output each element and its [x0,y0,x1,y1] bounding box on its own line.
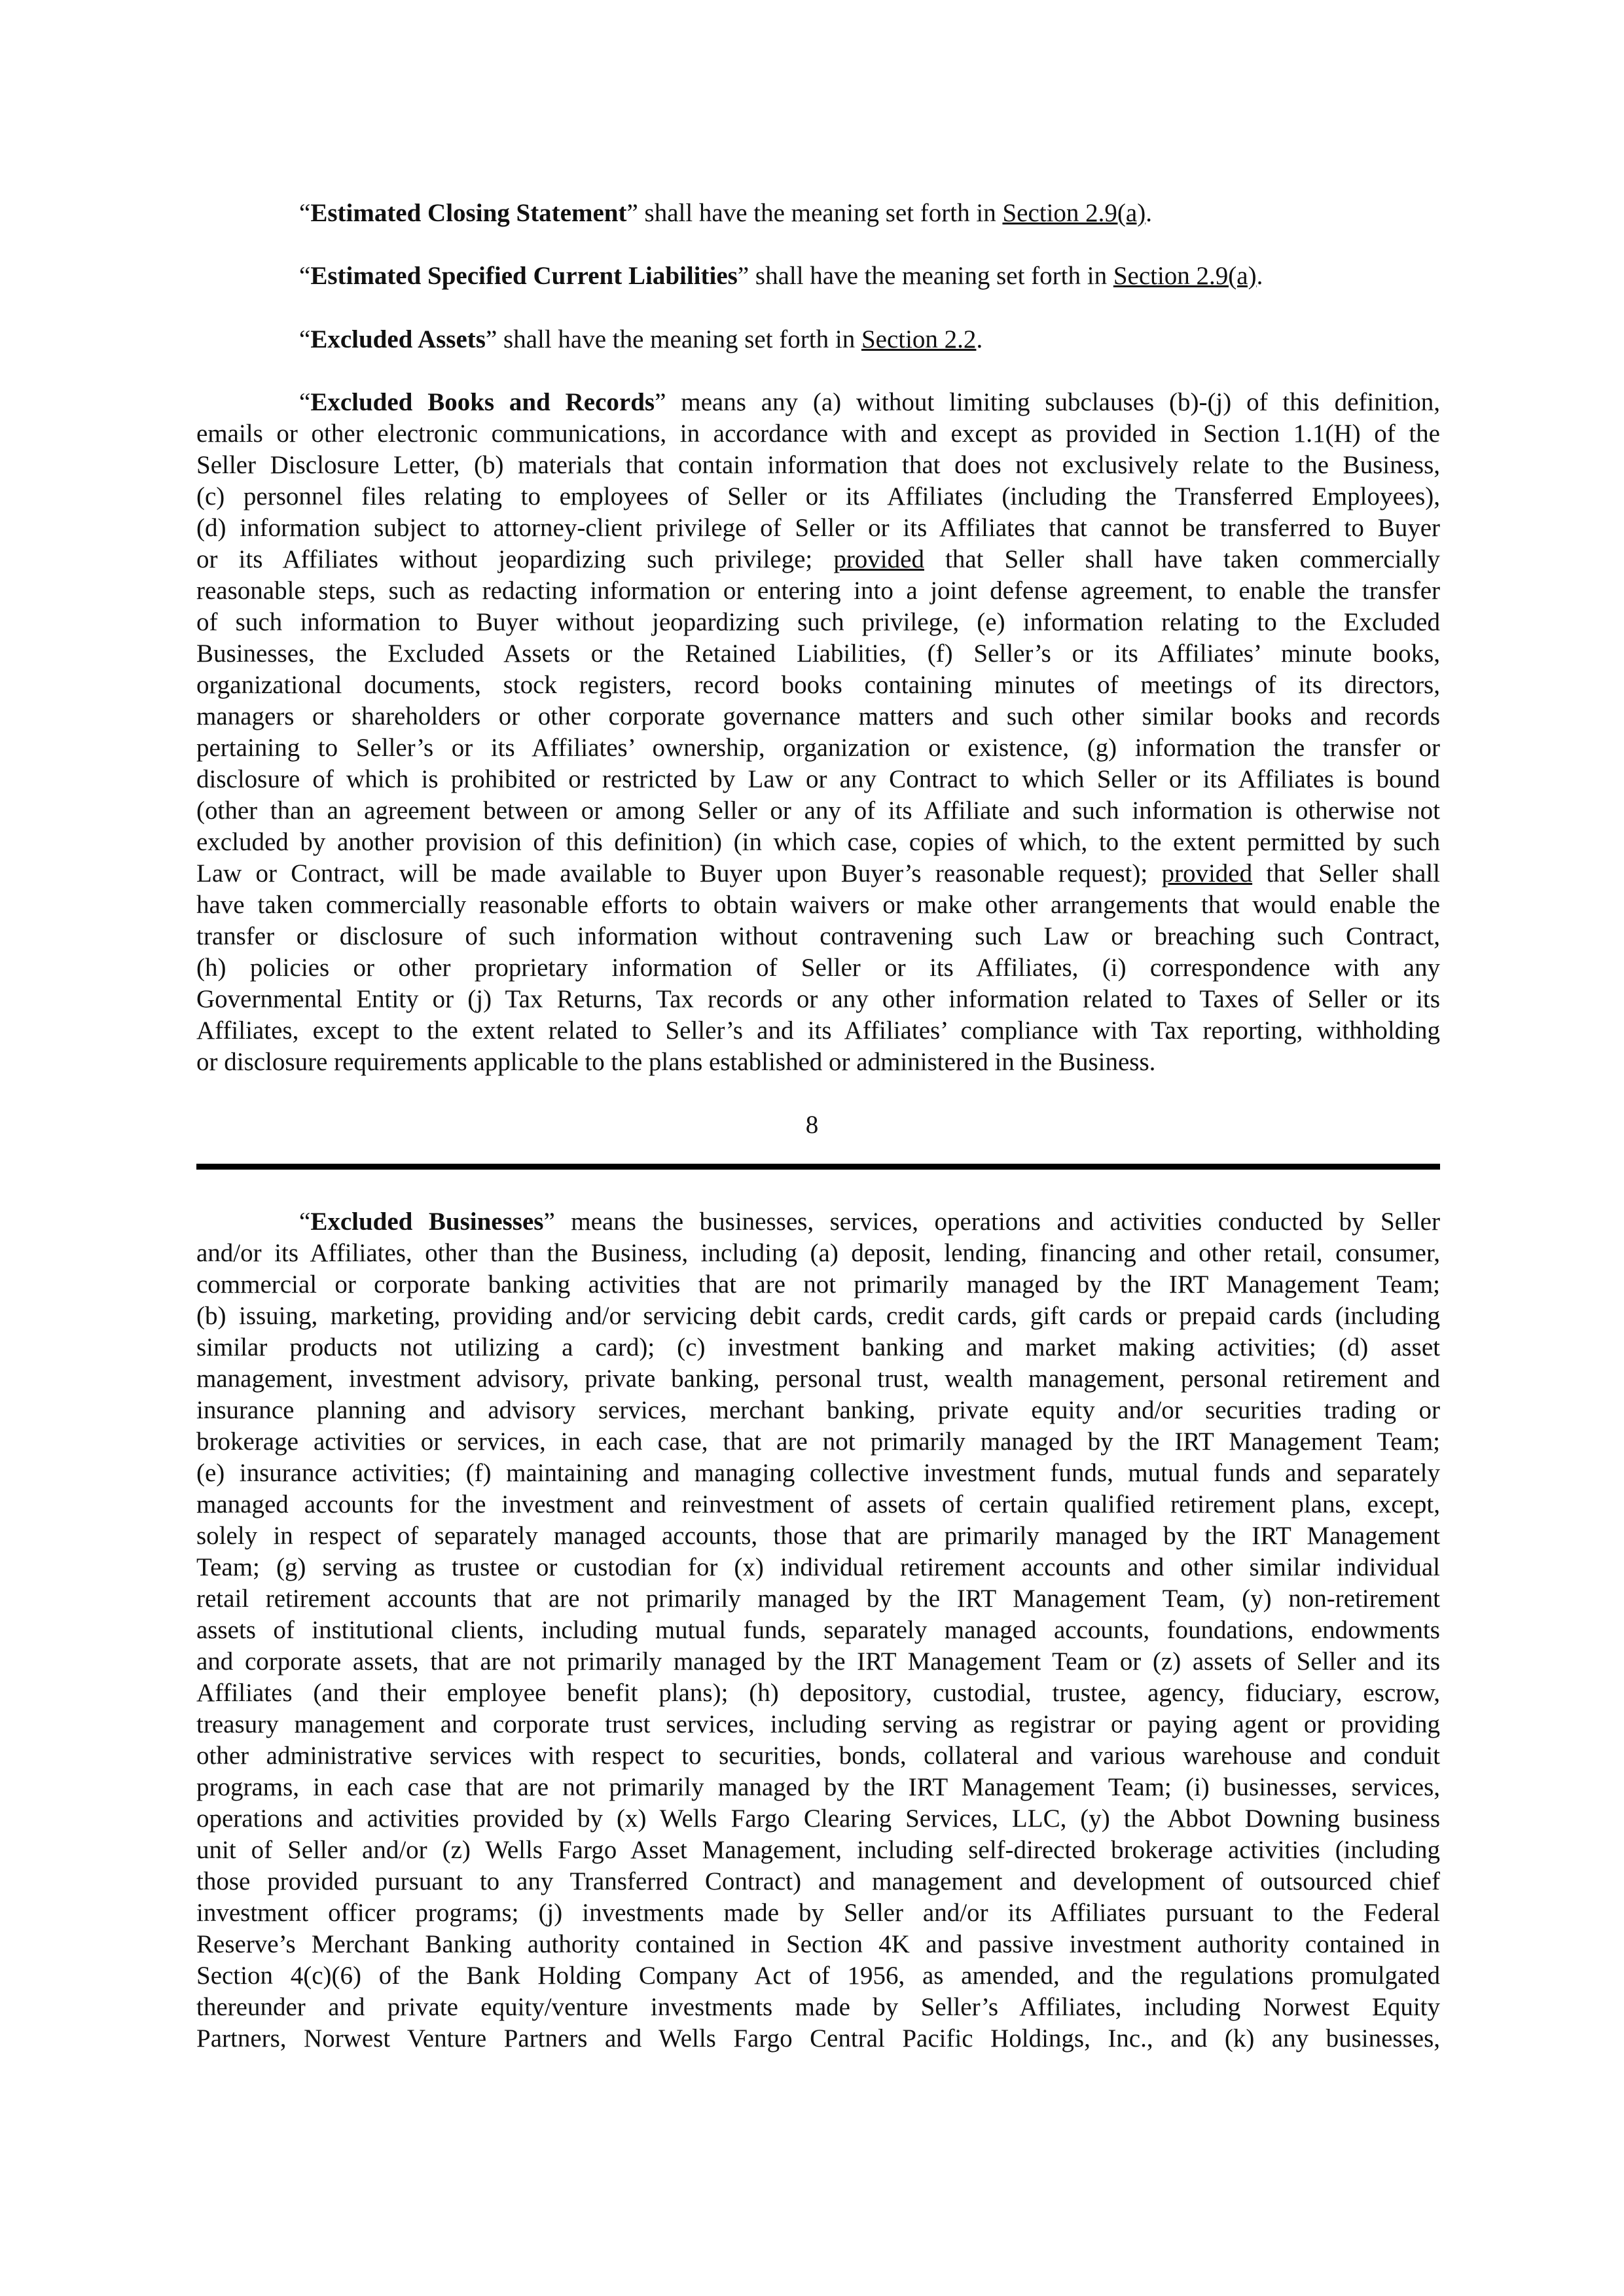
paragraph-line: disclosure of which is prohibited or restricted by Law or any Contract to which Seller or its Affiliates is bound [196,765,1440,793]
paragraph-line: Governmental Entity or (j) Tax Returns, Tax records or any other information related to Taxes of Seller or its [196,985,1440,1013]
paragraph-line: (other than an agreement between or among Seller or any of its Affiliate and such information is otherwise not [196,797,1440,825]
open-quote: “ [299,388,311,416]
paragraph-line: or disclosure requirements applicable to the plans established or administered in the Business. [196,1048,1156,1076]
line-text: or its Affiliates without jeopardizing such privilege; [196,545,834,573]
definition-text: ” means any (a) without limiting subclauses (b)-(j) of this definition, [655,388,1440,416]
paragraph-line: (h) policies or other proprietary information of Seller or its Affiliates, (i) correspondence with any [196,954,1440,982]
paragraph-line: Affiliates, except to the extent related to Seller’s and its Affiliates’ compliance with Tax reporting, withholding [196,1016,1440,1045]
paragraph-line: reasonable steps, such as redacting information or entering into a joint defense agreement, to enable the transfer [196,577,1440,605]
line-text: Law or Contract, will be made available to Buyer upon Buyer’s reasonable request); [196,859,1162,888]
period: . [976,325,983,353]
paragraph-line: have taken commercially reasonable efforts to obtain waivers or make other arrangements that would enable the [196,891,1440,919]
open-quote: “ [299,262,311,290]
paragraph-line: brokerage activities or services, in each case, that are not primarily managed by the IRT Management Team; [196,1427,1440,1456]
paragraph-line: Seller Disclosure Letter, (b) materials that contain information that does not exclusively relate to the Business, [196,451,1440,479]
paragraph-line: and/or its Affiliates, other than the Business, including (a) deposit, lending, financing and other retail, consumer, [196,1239,1440,1267]
paragraph-line: those provided pursuant to any Transferred Contract) and management and development of outsourced chief [196,1867,1440,1895]
paragraph-line: assets of institutional clients, including mutual funds, separately managed accounts, foundations, endowments [196,1616,1440,1644]
proviso-term: provided [1161,859,1253,888]
page-break-rule [196,1164,1440,1170]
paragraph-line: (b) issuing, marketing, providing and/or servicing debit cards, credit cards, gift cards or prepaid cards (including [196,1302,1440,1330]
paragraph-line: emails or other electronic communications, in accordance with and except as provided in Section 1.1(H) of the [196,420,1440,448]
paragraph-line: unit of Seller and/or (z) Wells Fargo Asset Management, including self-directed brokerage activities (including [196,1836,1440,1864]
paragraph-line: managed accounts for the investment and reinvestment of assets of certain qualified retirement plans, except, [196,1490,1440,1518]
paragraph-line: insurance planning and advisory services, merchant banking, private equity and/or securities trading or [196,1396,1440,1424]
paragraph-line: thereunder and private equity/venture investments made by Seller’s Affiliates, including Norwest Equity [196,1993,1440,2021]
paragraph-line: managers or shareholders or other corporate governance matters and such other similar books and records [196,702,1440,730]
paragraph-line: management, investment advisory, private banking, personal trust, wealth management, personal retirement and [196,1365,1440,1393]
paragraph-line [196,857,1440,889]
paragraph-line: transfer or disclosure of such information without contravening such Law or breaching such Contract, [196,922,1440,950]
proviso-term: provided [833,545,924,573]
paragraph-line: (e) insurance activities; (f) maintaining and managing collective investment funds, mutual funds and separately [196,1459,1440,1487]
section-reference: Section 2.9(a) [1113,262,1257,290]
section-reference: Section 2.2 [861,325,977,353]
definition-text: ” shall have the meaning set forth in [737,262,1113,290]
paragraph-line: retail retirement accounts that are not primarily managed by the IRT Management Team, (y) non-retirement [196,1585,1440,1613]
paragraph-line: and corporate assets, that are not primarily managed by the IRT Management Team or (z) assets of Seller and its [196,1647,1440,1676]
line-text: that Seller shall [1252,859,1441,888]
paragraph-line: Partners, Norwest Venture Partners and Wells Fargo Central Pacific Holdings, Inc., and (k) any businesses, [196,2024,1440,2053]
paragraph-line: organizational documents, stock registers, record books containing minutes of meetings of its directors, [196,671,1440,699]
paragraph-line: Team; (g) serving as trustee or custodian for (x) individual retirement accounts and other similar individual [196,1553,1440,1581]
definition-estimated-closing-statement [299,197,1152,229]
section-reference: Section 2.9(a) [1002,199,1146,227]
paragraph-line: Affiliates (and their employee benefit plans); (h) depository, custodial, trustee, agency, fiduciary, escrow, [196,1679,1440,1707]
defined-term: Estimated Closing Statement [310,199,627,227]
paragraph-line: other administrative services with respect to securities, bonds, collateral and various warehouse and conduit [196,1742,1440,1770]
definition-text: ” shall have the meaning set forth in [485,325,861,353]
paragraph-line: excluded by another provision of this definition) (in which case, copies of which, to the extent permitted by such [196,828,1440,856]
paragraph-line: Reserve’s Merchant Banking authority contained in Section 4K and passive investment authority contained in [196,1930,1440,1958]
paragraph-line: commercial or corporate banking activities that are not primarily managed by the IRT Management Team; [196,1270,1440,1299]
paragraph-line: Section 4(c)(6) of the Bank Holding Company Act of 1956, as amended, and the regulations promulgated [196,1962,1440,1990]
line-text: that Seller shall have taken commercially [924,545,1440,573]
paragraph-line: pertaining to Seller’s or its Affiliates’ ownership, organization or existence, (g) information the transfer or [196,734,1440,762]
paragraph-line: Businesses, the Excluded Assets or the Retained Liabilities, (f) Seller’s or its Affiliates’ minute books, [196,639,1440,668]
open-quote: “ [299,1208,311,1236]
page-number: 8 [805,1111,819,1139]
paragraph-line [299,1206,1440,1238]
period: . [1256,262,1263,290]
definition-text: ” shall have the meaning set forth in [626,199,1003,227]
paragraph-line: investment officer programs; (j) investments made by Seller and/or its Affiliates pursuant to the Federal [196,1899,1440,1927]
defined-term: Excluded Assets [310,325,486,353]
period: . [1146,199,1152,227]
paragraph-line [196,543,1440,575]
paragraph-line: programs, in each case that are not primarily managed by the IRT Management Team; (i) businesses, services, [196,1773,1440,1801]
paragraph-line: of such information to Buyer without jeopardizing such privilege, (e) information relating to the Excluded [196,608,1440,636]
paragraph-line [299,386,1440,418]
defined-term: Excluded Books and Records [310,388,655,416]
open-quote: “ [299,325,311,353]
paragraph-line: (d) information subject to attorney-client privilege of Seller or its Affiliates that cannot be transferred to Buyer [196,514,1440,542]
definition-excluded-assets [299,323,983,355]
paragraph-line: solely in respect of separately managed accounts, those that are primarily managed by the IRT Management [196,1522,1440,1550]
definition-estimated-specified-current-liabilities [299,260,1263,292]
definition-text: ” means the businesses, services, operations and activities conducted by Seller [543,1208,1440,1236]
paragraph-line: treasury management and corporate trust services, including serving as registrar or paying agent or providing [196,1710,1440,1738]
open-quote: “ [299,199,311,227]
defined-term: Excluded Businesses [310,1208,544,1236]
paragraph-line: (c) personnel files relating to employees of Seller or its Affiliates (including the Transferred Employees), [196,482,1440,511]
paragraph-line: operations and activities provided by (x) Wells Fargo Clearing Services, LLC, (y) the Abbot Downing business [196,1804,1440,1833]
paragraph-line: similar products not utilizing a card); (c) investment banking and market making activities; (d) asset [196,1333,1440,1361]
defined-term: Estimated Specified Current Liabilities [310,262,738,290]
